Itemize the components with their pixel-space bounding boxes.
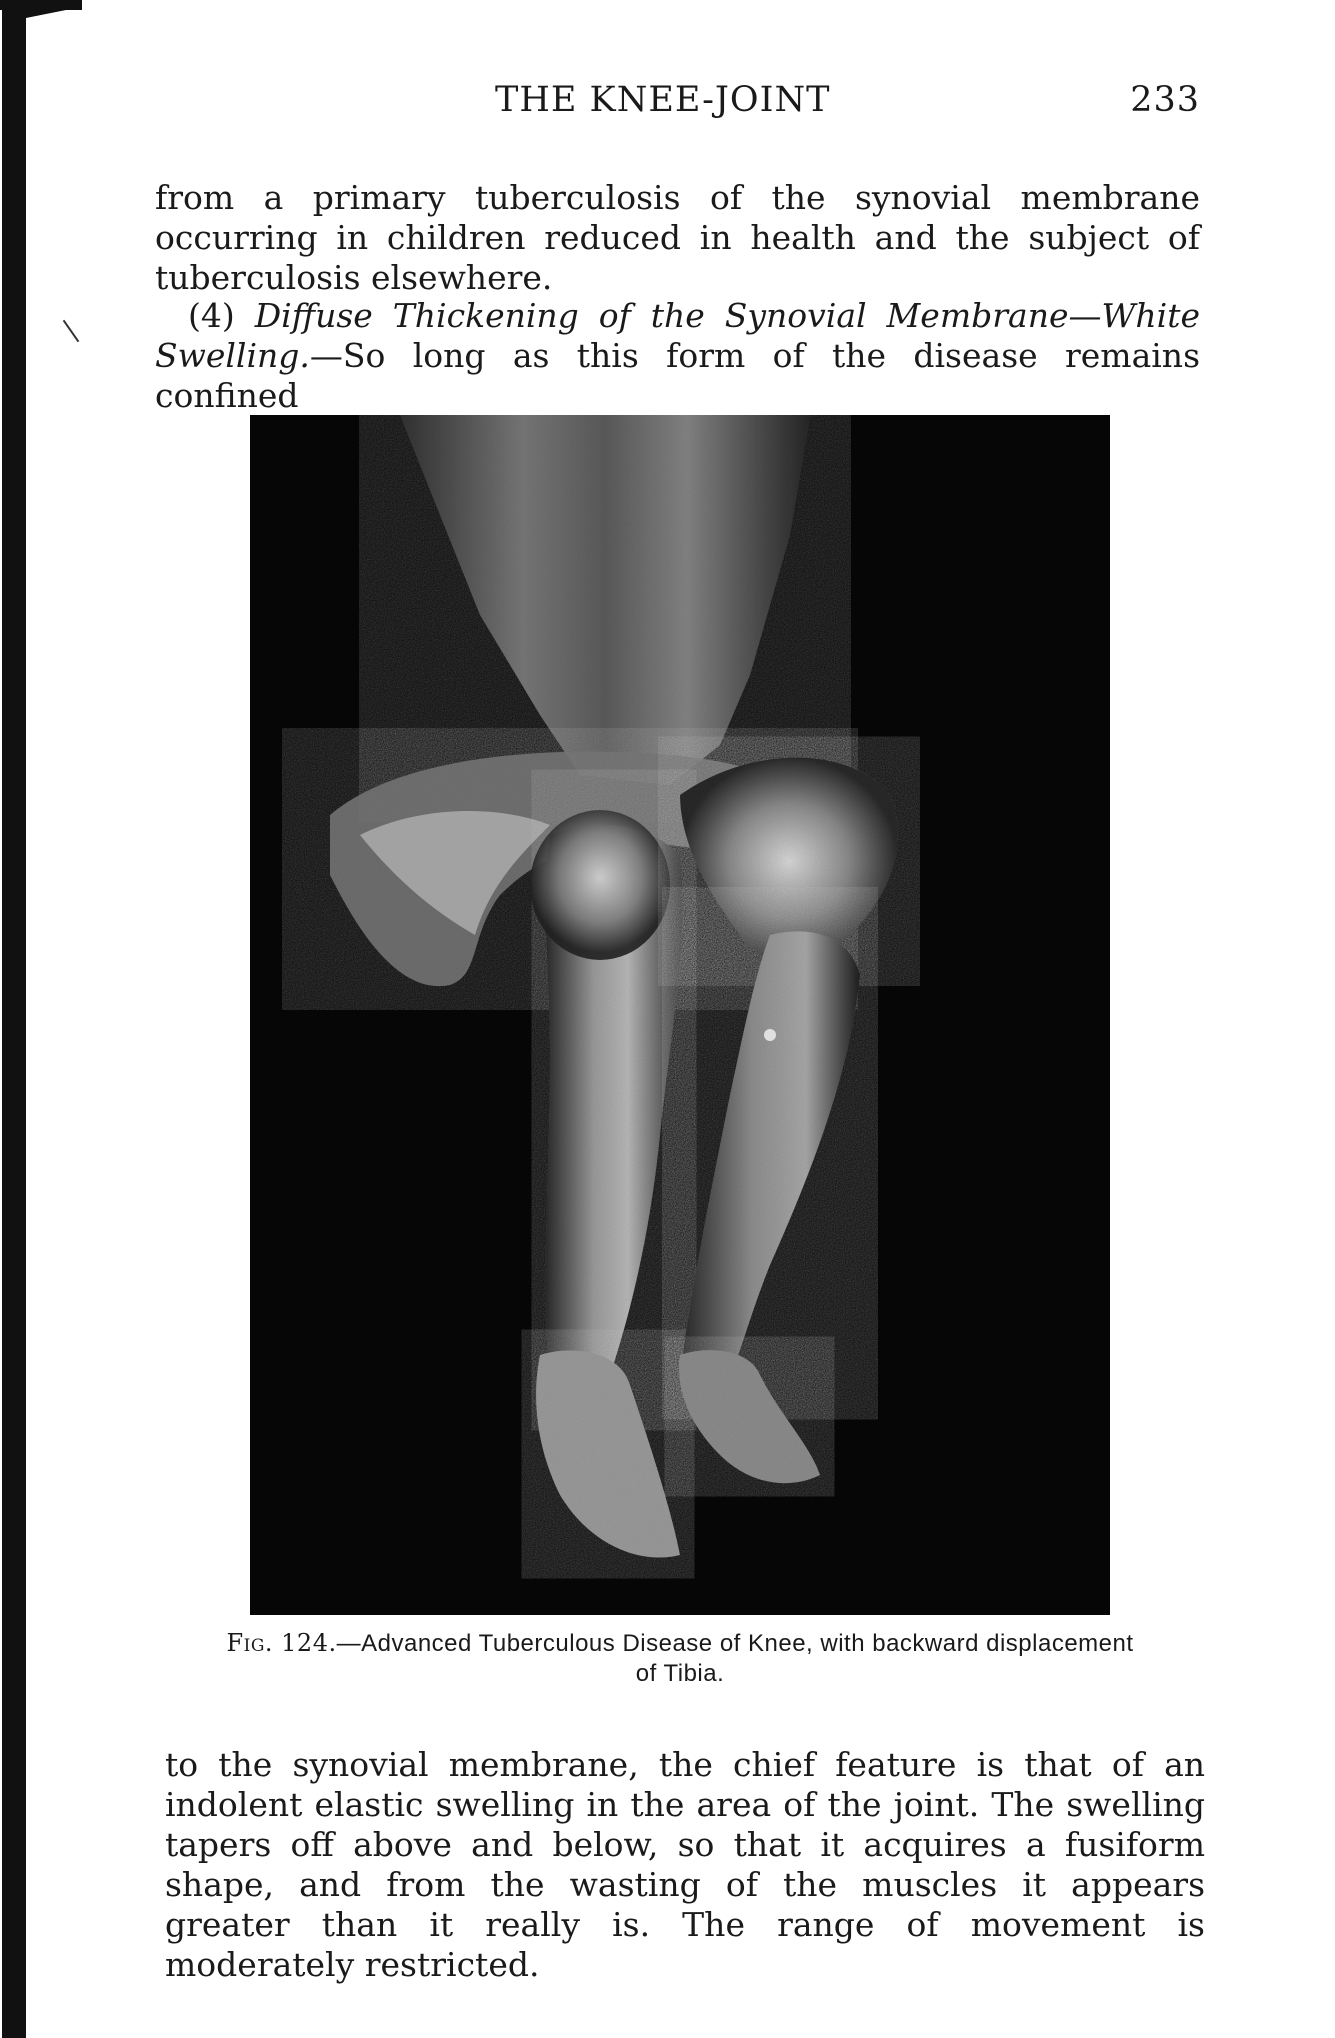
- figure-label: Fig. 124.: [226, 1629, 337, 1657]
- scan-edge-rule: [0, 0, 26, 2038]
- running-title: THE KNEE-JOINT: [495, 80, 831, 120]
- scan-edge-top: [0, 0, 82, 10]
- section-heading: Diffuse Thickening of the Synovial Membrane—White Swelling.: [155, 296, 1200, 375]
- margin-mark: [63, 320, 80, 342]
- paragraph-section-4: [155, 296, 1200, 416]
- figure-caption-text: —Advanced Tuberculous Disease of Knee, with backward displacement of Tibia.: [336, 1630, 1134, 1687]
- running-header: [155, 80, 1200, 124]
- scan-edge-wedge: [26, 10, 66, 18]
- figure-photograph: [250, 415, 1110, 1615]
- page-number: 233: [1130, 80, 1200, 120]
- section-text: —So long as this form of the disease remains confined: [155, 336, 1200, 415]
- paragraph-after-figure: to the synovial membrane, the chief feature is that of an indolent elastic swelling in the area of the joint. The swelling tapers off above and below, so that it acquires a fusiform shape, and from the wasting of the muscles it appears greater than it really is. The range of movement is moderately restricted.: [165, 1745, 1205, 1984]
- paragraph-continuation: from a primary tuberculosis of the synovial membrane occurring in children reduced in health and the subject of tuberculosis elsewhere.: [155, 178, 1200, 297]
- knee-photograph: [250, 415, 1110, 1615]
- section-number: (4): [188, 296, 255, 335]
- figure-caption: [220, 1628, 1140, 1689]
